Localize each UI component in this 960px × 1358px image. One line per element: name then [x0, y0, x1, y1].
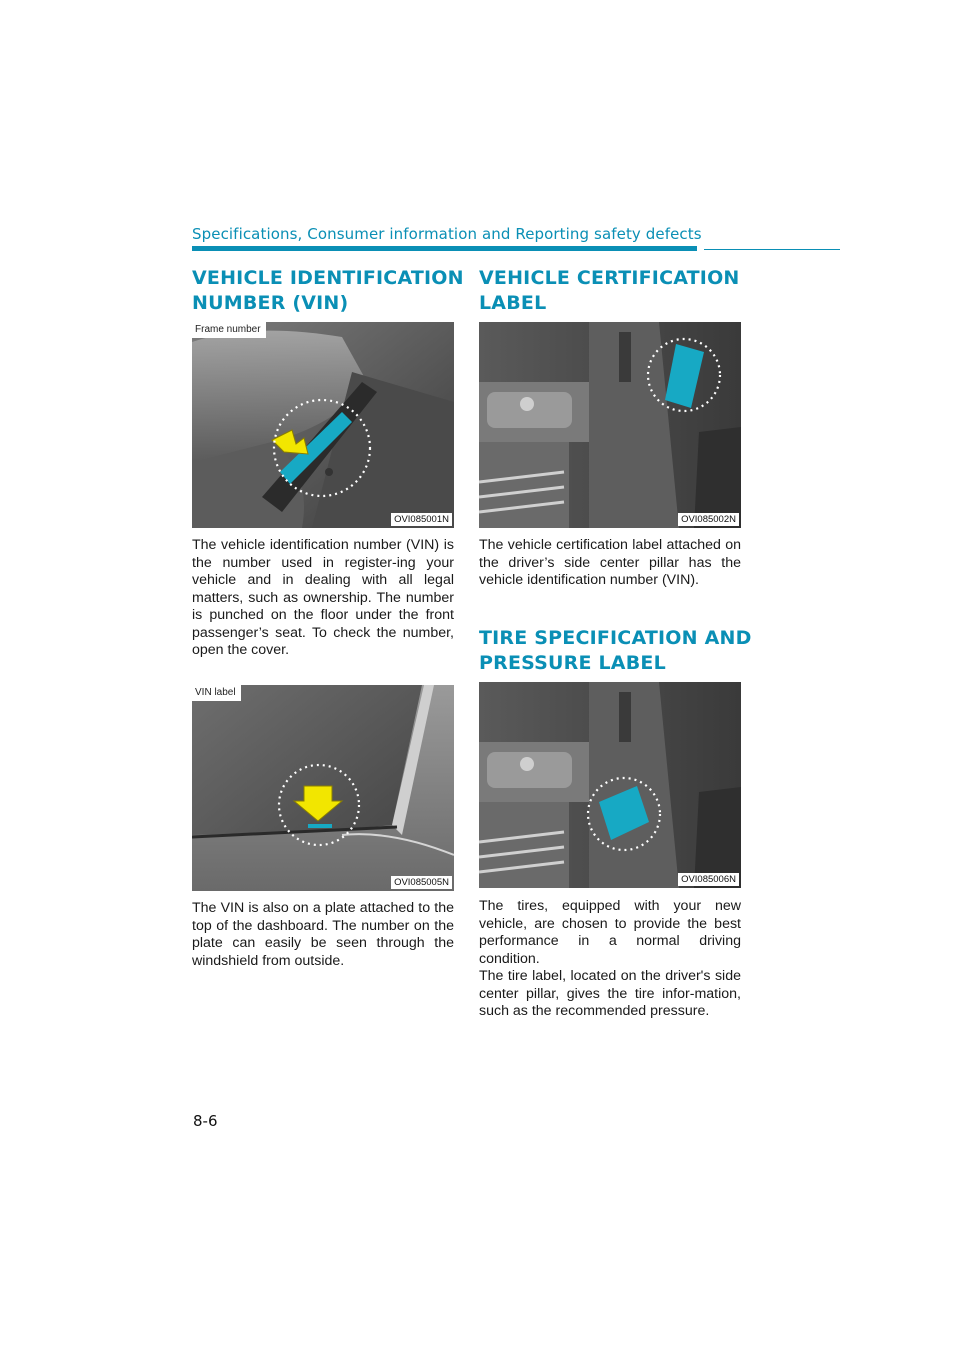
heading-vin-line2: NUMBER (VIN)	[192, 292, 349, 314]
header-bar	[192, 246, 697, 251]
heading-tire-line1: TIRE SPECIFICATION AND	[479, 627, 752, 649]
paragraph-vin-dashboard: The VIN is also on a plate attached to the top of the dashboard. The number on the plate can easily be seen through the windshield from outside.	[192, 900, 454, 969]
figure-label-vin: VIN label	[192, 685, 241, 701]
heading-tire-line2: PRESSURE LABEL	[479, 652, 666, 674]
heading-tire-label	[479, 626, 752, 676]
heading-cert-line1: VEHICLE CERTIFICATION	[479, 267, 740, 289]
figure-code: OVI085006N	[678, 873, 739, 886]
heading-cert-line2: LABEL	[479, 292, 547, 314]
heading-vin	[192, 266, 464, 316]
figure-frame-number	[192, 322, 454, 528]
figure-tire-label	[479, 682, 741, 888]
pillar-illustration	[479, 322, 741, 528]
heading-certification-label	[479, 266, 740, 316]
running-header	[192, 225, 840, 255]
tire-label-illustration	[479, 682, 741, 888]
figure-code: OVI085002N	[678, 513, 739, 526]
figure-code: OVI085005N	[391, 876, 452, 889]
figure-vin-label	[192, 685, 454, 891]
paragraph-certification: The vehicle certification label attached on the driver’s side center pillar has the vehicle identification number (VIN).	[479, 537, 741, 588]
seat-floor-illustration	[192, 322, 454, 528]
windshield-illustration	[192, 685, 454, 891]
paragraph-vin-floor: The vehicle identification number (VIN) is the number used in register-ing your vehicle and in dealing with all legal matters, such as ownership. The number is punched on the floor under the front passenger’s seat. To check the number, open the cover.	[192, 537, 454, 658]
paragraph-tire-2: The tire label, located on the driver's side center pillar, gives the tire infor-mation, such as the recommended pressure.	[479, 968, 741, 1019]
paragraph-tire-1: The tires, equipped with your new vehicle, are chosen to provide the best performance in a normal driving condition.	[479, 898, 741, 967]
header-rule	[704, 249, 840, 250]
page-number: 8-6	[193, 1112, 218, 1130]
figure-certification-label	[479, 322, 741, 528]
heading-vin-line1: VEHICLE IDENTIFICATION	[192, 267, 464, 289]
figure-code: OVI085001N	[391, 513, 452, 526]
header-title: Specifications, Consumer information and Reporting safety defects	[192, 225, 702, 243]
figure-label-frame-number: Frame number	[192, 322, 266, 338]
